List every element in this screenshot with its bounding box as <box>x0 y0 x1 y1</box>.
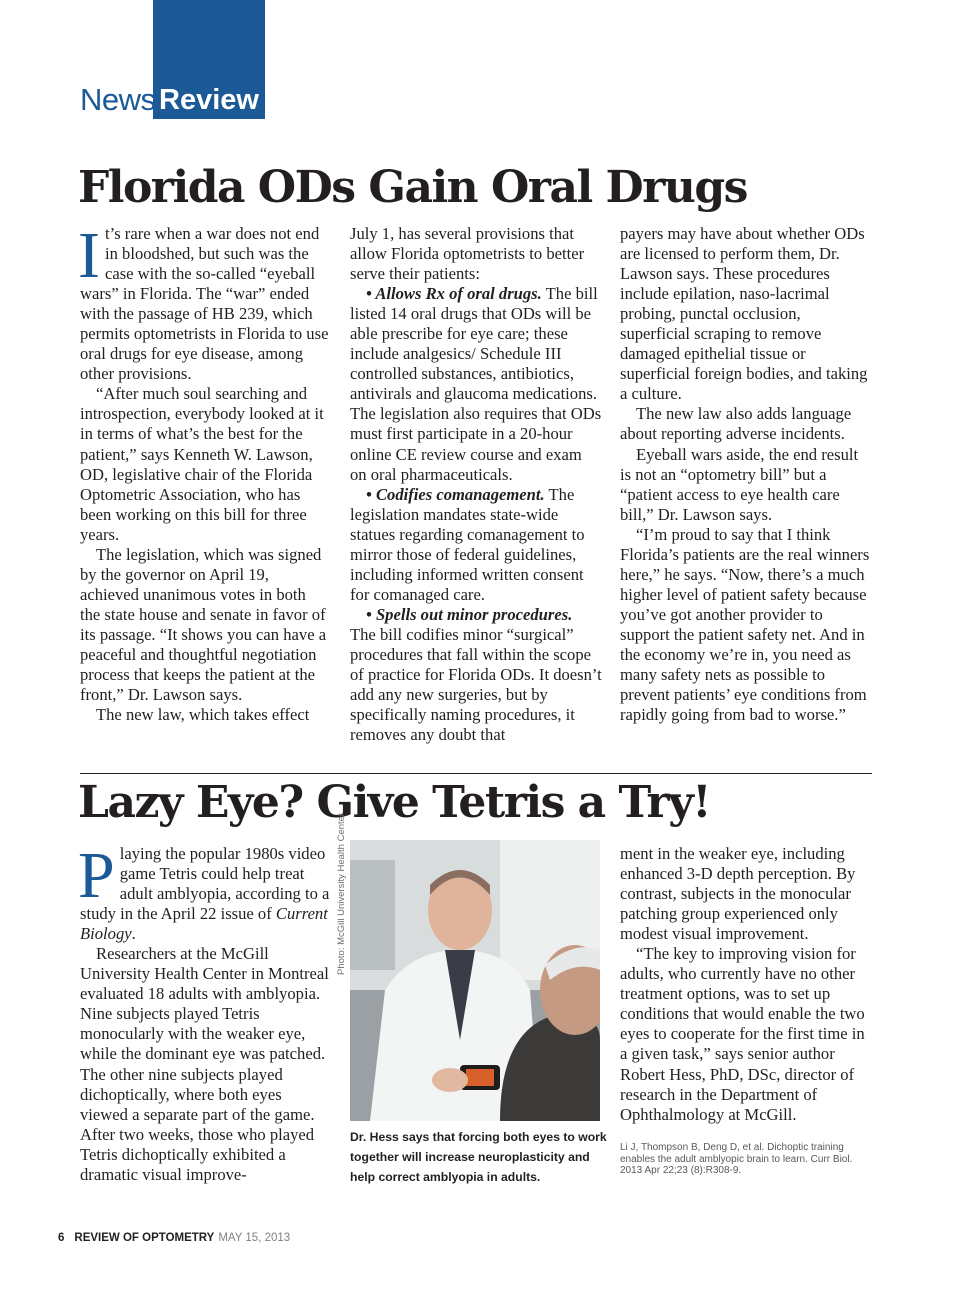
article1-column-2 <box>350 224 602 745</box>
article2-headline: Lazy Eye? Give Tetris a Try! <box>78 777 711 828</box>
article1-paragraph-7: The new law also adds language about reporting adverse incidents. <box>620 404 852 444</box>
article1-paragraph-6: payers may have about whether ODs are licensed to perform them, Dr. Lawson says. These procedures include epilation, naso-lacrimal probing, punctal occlusion, superficial scraping to remove damaged epithelial tissue or superficial foreign bodies, and taking a culture. <box>620 224 868 404</box>
page-number: 6 <box>58 1232 65 1244</box>
article1-paragraph-2: “After much soul searching and introspection, everybody looked at it in terms of what’s the best for the patient,” says Kenneth W. Lawson, OD, legislative chair of the Florida Optometric Association, who has been working on this bill for three years. <box>80 384 324 544</box>
photo-caption: Dr. Hess says that forcing both eyes to work together will increase neuroplasticity and help correct amblyopia in adults. <box>350 1130 607 1184</box>
article1-paragraph-8: Eyeball wars aside, the end result is not an “optometry bill” but a “patient access to eye health care bill,” Dr. Lawson says. <box>620 444 859 524</box>
article1-column-3 <box>620 224 872 725</box>
dropcap: P <box>78 839 115 912</box>
section-label-news: News <box>80 82 156 117</box>
photo-illustration <box>350 840 600 1121</box>
article-divider <box>80 773 872 774</box>
article1-paragraph-9: “I’m proud to say that I think Florida’s patients are the real winners here,” he says. “Now, there’s a much higher level of patient safety because you’ve got another provider to support the patient safety net. And in the economy we’re in, you need as many safety nets as possible to prevent patients’ eye conditions from rapidly going from bad to worse.” <box>620 524 870 725</box>
article1-paragraph-3: The legislation, which was signed by the governor on April 19, achieved unanimous votes in both the state house and senate in favor of its passage. “It shows you can have a peaceful and thoughtful negotiation process that keeps the patient at the front,” Dr. Lawson says. <box>80 544 327 705</box>
article2-column-3 <box>620 844 872 1125</box>
dropcap: I <box>78 219 100 292</box>
article1-headline: Florida ODs Gain Oral Drugs <box>78 162 747 213</box>
photo-dr-hess <box>350 840 600 1121</box>
reference-citation: Li J, Thompson B, Deng D, et al. Dichoptic training enables the adult amblyopic brain to learn. Curr Biol. 2013 Apr 22;23 (8):R308-9. <box>620 1142 853 1176</box>
article1-paragraph-4: The new law, which takes effect <box>96 705 310 725</box>
page-footer <box>58 1231 290 1245</box>
article1-paragraph-5: July 1, has several provisions that allow Florida optometrists to better serve their patients: <box>350 224 585 284</box>
article2-paragraph-2: Researchers at the McGill University Health Center in Montreal evaluated 18 adults with amblyopia. Nine subjects played Tetris monocularly with the weaker eye, while the dominant eye was patched. The other nine subjects played dichoptically, where both eyes viewed a separate part of the game. After two weeks, those who played Tetris dichoptically exhibited a dramatic visual improve- <box>80 944 329 1184</box>
bullet-oral-drugs: • Allows Rx of oral drugs. The bill listed 14 oral drugs that ODs will be able prescribe for eye care; these include analgesics/ Schedule III controlled substances, antibiotics, antivirals and glaucoma medications. The legislation also requires that ODs must first participate in a 20-hour online CE review course and exam on oral pharmaceuticals. <box>350 284 602 484</box>
issue-date: MAY 15, 2013 <box>218 1232 291 1244</box>
section-label-review: Review <box>159 84 259 116</box>
article1-paragraph-1: It’s rare when a war does not end in bloodshed, but such was the case with the so-called “eyeball wars” in Florida. The “war” ended with the passage of HB 239, which permits optometrists in Florida to use oral drugs for eye disease, among other provisions. <box>78 219 329 384</box>
photo-credit: Photo: McGill University Health Center <box>336 812 347 975</box>
magazine-name: REVIEW OF OPTOMETRY <box>74 1232 215 1244</box>
article2-column-1 <box>78 839 332 1185</box>
bullet-minor-procedures: • Spells out minor procedures. The bill codifies minor “surgical” procedures that fall within the scope of practice for Florida ODs. It doesn’t add any new surgeries, but by specifically naming procedures, it removes any doubt that <box>350 604 602 745</box>
bullet-comanagement: • Codifies comanagement. The legislation mandates state-wide statues regarding comanagement to mirror those of federal guidelines, including informed written consent for comanaged care. <box>350 484 585 604</box>
article2-paragraph-3: ment in the weaker eye, including enhanced 3-D depth perception. By contrast, subjects in the monocular patching group experienced only modest visual improvement. <box>620 844 856 944</box>
article2-paragraph-4: “The key to improving vision for adults, who currently have no other treatment options, was to set up conditions that would enable the two eyes to cooperate for the first time in a given task,” says senior author Robert Hess, PhD, DSc, director of research in the Department of Ophthalmology at McGill. <box>620 944 865 1124</box>
article1-column-1 <box>78 219 330 725</box>
article2-paragraph-1: Playing the popular 1980s video game Tetris could help treat adult amblyopia, according to a study in the April 22 issue of Current Biology. <box>78 839 330 944</box>
